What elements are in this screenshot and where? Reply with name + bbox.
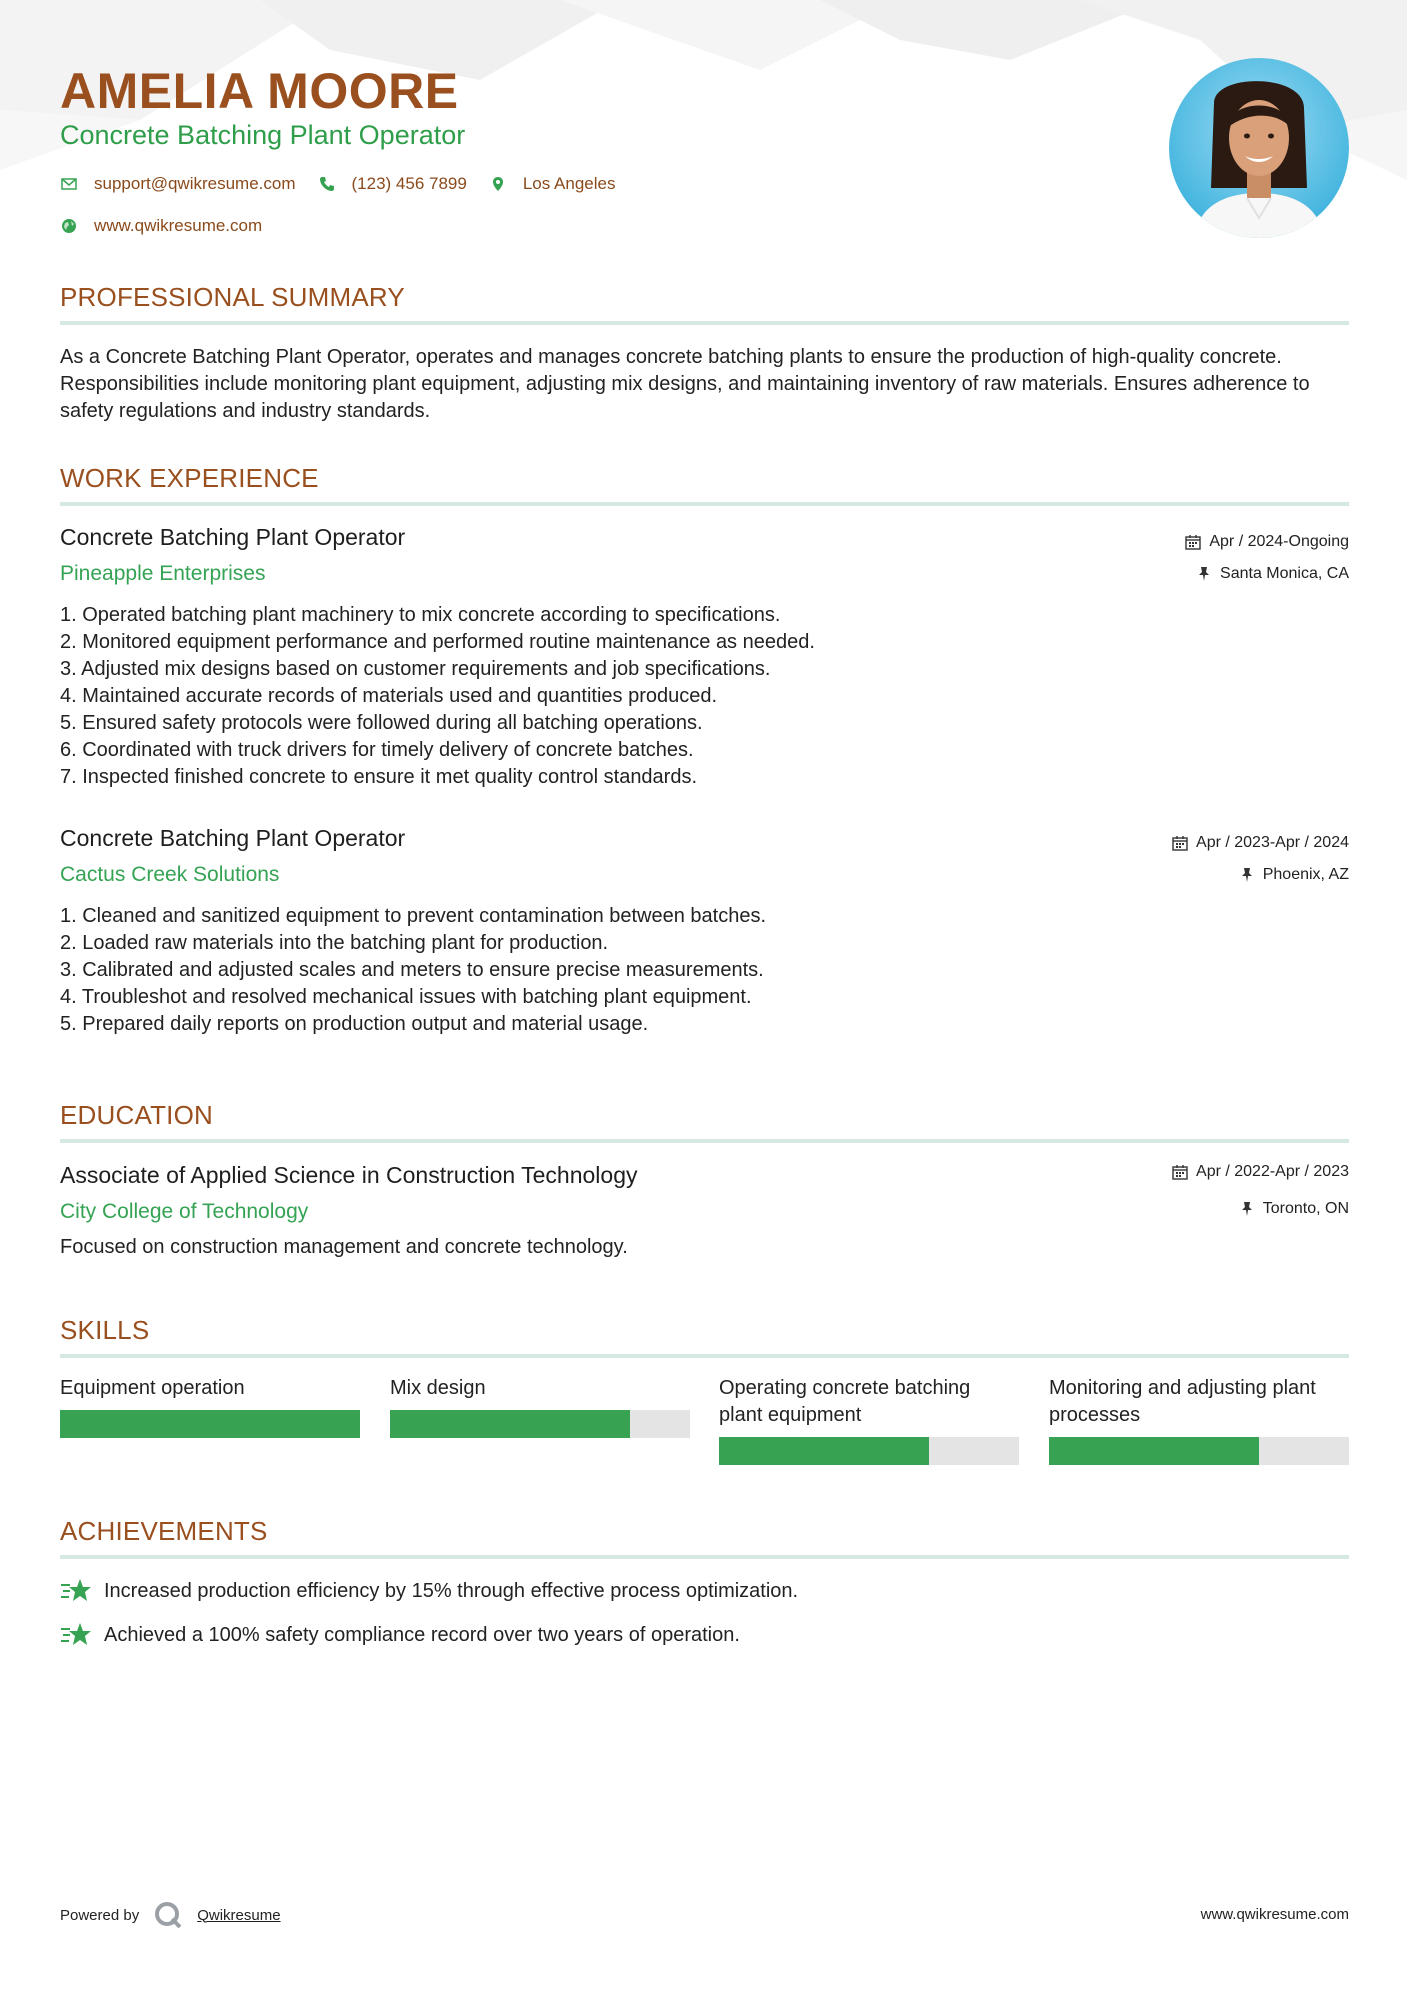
contact-row-1 — [60, 174, 637, 194]
summary-text: As a Concrete Batching Plant Operator, operates and manages concrete batching plants to ensure the production of high-quality concrete. Responsibilities include monitoring plant equipment, adjusting mix designs, and maintaining inventory of raw materials. Ensures adherence to safety regulations and industry standards. — [60, 346, 1310, 422]
list-item: 7. Inspected finished concrete to ensure it met quality control standards. — [60, 766, 698, 788]
footer-url[interactable]: www.qwikresume.com — [1200, 1906, 1349, 1923]
skill-bar-fill — [390, 1410, 630, 1438]
section-title-summary: PROFESSIONAL SUMMARY — [60, 282, 405, 312]
footer-powered-by — [60, 1900, 281, 1930]
job-dates — [1172, 834, 1349, 852]
job-location-text: Santa Monica, CA — [1220, 565, 1349, 582]
list-item: 1. Operated batching plant machinery to mix concrete according to specifications. — [60, 604, 781, 626]
email-item[interactable] — [60, 174, 296, 194]
list-item: 5. Ensured safety protocols were followed during all batching operations. — [60, 712, 703, 734]
skill-bar — [1049, 1437, 1349, 1465]
location-item — [489, 174, 616, 194]
section-divider — [60, 1139, 1349, 1143]
list-item: 6. Coordinated with truck drivers for timely delivery of concrete batches. — [60, 739, 694, 761]
location-text: Los Angeles — [522, 174, 616, 193]
achievement-item — [60, 1577, 798, 1605]
section-divider — [60, 1555, 1349, 1559]
education-location — [1239, 1200, 1349, 1218]
job-title: Concrete Batching Plant Operator — [60, 524, 406, 550]
skill-bar — [390, 1410, 690, 1438]
calendar-icon — [1172, 835, 1188, 851]
list-item: 5. Prepared daily reports on production output and material usage. — [60, 1013, 649, 1035]
skill-bar-fill — [60, 1410, 360, 1438]
achievement-item — [60, 1621, 740, 1649]
envelope-icon — [60, 175, 78, 193]
skill-bar — [60, 1410, 360, 1438]
job-company: Pineapple Enterprises — [60, 562, 266, 585]
education-dates — [1172, 1163, 1349, 1181]
section-divider — [60, 502, 1349, 506]
phone-icon — [318, 175, 336, 193]
section-title-experience: WORK EXPERIENCE — [60, 463, 319, 493]
list-item: 1. Cleaned and sanitized equipment to prevent contamination between batches. — [60, 905, 767, 927]
list-item: 2. Loaded raw materials into the batching plant for production. — [60, 932, 609, 954]
education-location-text: Toronto, ON — [1262, 1200, 1349, 1217]
job-bullets — [60, 903, 766, 1038]
job-dates — [1185, 533, 1349, 551]
phone-text[interactable]: (123) 456 7899 — [351, 174, 467, 193]
job-bullets — [60, 602, 815, 791]
list-item: 4. Maintained accurate records of materials used and quantities produced. — [60, 685, 718, 707]
skill-bar-fill — [719, 1437, 929, 1465]
qwikresume-logo-icon — [153, 1900, 183, 1930]
contact-row-2 — [60, 216, 284, 236]
achievement-text: Increased production efficiency by 15% through effective process optimization. — [104, 1579, 799, 1602]
list-item: 2. Monitored equipment performance and performed routine maintenance as needed. — [60, 631, 815, 653]
website-text[interactable]: www.qwikresume.com — [94, 216, 263, 235]
education-degree: Associate of Applied Science in Construction Technology — [60, 1162, 638, 1188]
section-title-achievements: ACHIEVEMENTS — [60, 1516, 268, 1546]
skill-item — [719, 1375, 1019, 1465]
candidate-name: AMELIA MOORE — [60, 63, 459, 119]
pin-icon — [1239, 867, 1255, 883]
section-divider — [60, 321, 1349, 325]
education-description: Focused on construction management and concrete technology. — [60, 1236, 628, 1258]
section-title-education: EDUCATION — [60, 1100, 213, 1130]
education-dates-text: Apr / 2022-Apr / 2023 — [1196, 1163, 1349, 1180]
profile-photo — [1169, 58, 1349, 238]
job-dates-text: Apr / 2024-Ongoing — [1209, 533, 1349, 550]
globe-icon — [60, 217, 78, 235]
list-item: 3. Calibrated and adjusted scales and meters to ensure precise measurements. — [60, 959, 764, 981]
list-item: 4. Troubleshot and resolved mechanical issues with batching plant equipment. — [60, 986, 752, 1008]
skill-label: Equipment operation — [60, 1377, 245, 1399]
job-location — [1196, 565, 1349, 583]
skill-item — [60, 1375, 360, 1438]
email-text[interactable]: support@qwikresume.com — [94, 174, 296, 193]
pin-icon — [1239, 1201, 1255, 1217]
section-title-skills: SKILLS — [60, 1315, 150, 1345]
skill-label: Operating concrete batching plant equipment — [719, 1377, 971, 1426]
website-item[interactable] — [60, 216, 262, 236]
skill-bar-fill — [1049, 1437, 1259, 1465]
achievement-text: Achieved a 100% safety compliance record over two years of operation. — [104, 1623, 740, 1646]
skill-label: Monitoring and adjusting plant processes — [1049, 1377, 1316, 1426]
shooting-star-icon — [60, 1577, 92, 1605]
skill-label: Mix design — [390, 1377, 486, 1399]
job-dates-text: Apr / 2023-Apr / 2024 — [1196, 834, 1349, 851]
section-divider — [60, 1354, 1349, 1358]
pin-icon — [1196, 566, 1212, 582]
calendar-icon — [1172, 1164, 1188, 1180]
education-school: City College of Technology — [60, 1200, 309, 1223]
job-location — [1239, 866, 1349, 884]
skill-bar — [719, 1437, 1019, 1465]
job-company: Cactus Creek Solutions — [60, 863, 280, 886]
shooting-star-icon — [60, 1621, 92, 1649]
qwikresume-link[interactable]: Qwikresume — [197, 1906, 281, 1924]
map-marker-icon — [489, 175, 507, 193]
job-title: Concrete Batching Plant Operator — [60, 825, 406, 851]
calendar-icon — [1185, 534, 1201, 550]
candidate-title: Concrete Batching Plant Operator — [60, 120, 466, 150]
list-item: 3. Adjusted mix designs based on customer requirements and job specifications. — [60, 658, 771, 680]
job-location-text: Phoenix, AZ — [1262, 866, 1349, 883]
powered-by-label: Powered by — [60, 1906, 140, 1924]
skill-item — [1049, 1375, 1349, 1465]
skill-item — [390, 1375, 690, 1438]
phone-item[interactable] — [318, 174, 467, 194]
